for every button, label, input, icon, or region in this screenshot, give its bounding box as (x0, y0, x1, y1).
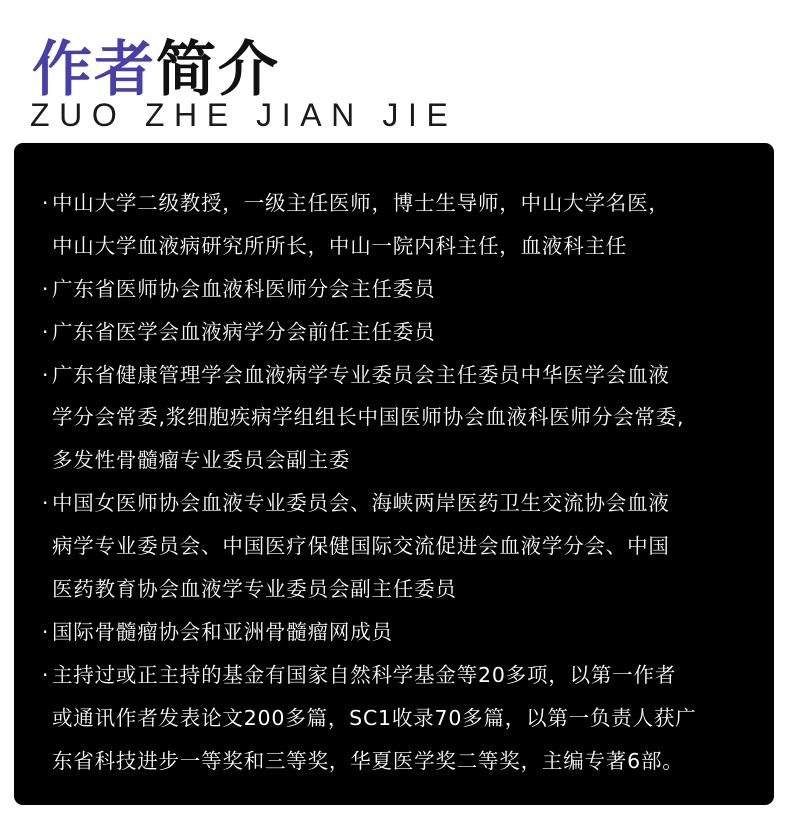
bio-list-item (42, 182, 756, 268)
bio-item-line: 国际骨髓瘤协会和亚洲骨髓瘤网成员 (52, 619, 393, 644)
bio-item-line: 病学专业委员会、中国医疗保健国际交流促进会血液学分会、中国 (52, 534, 670, 559)
bio-item-line: 广东省健康管理学会血液病学专业委员会主任委员中华医学会血液 (52, 362, 670, 387)
bullet-dot: · (42, 491, 49, 516)
bio-item-line: 广东省医师协会血液科医师分会主任委员 (52, 276, 436, 301)
bio-item-text (52, 482, 756, 611)
bio-item-line: 广东省医学会血液病学分会前任主任委员 (52, 319, 436, 344)
bio-panel (14, 143, 774, 805)
bullet-dot: · (42, 191, 49, 215)
bullet-dot: · (42, 662, 49, 687)
title-main-text: 简介 (156, 35, 280, 105)
bio-item-line: 学分会常委,浆细胞疾病学组组长中国医师协会血液科医师分会常委, (52, 405, 685, 430)
bullet-dot: · (42, 319, 49, 344)
bio-item-line: 或通讯作者发表论文200多篇，SC1收录70多篇，以第一负责人获广 (52, 705, 697, 730)
bio-item-text (52, 268, 756, 311)
bio-item-text (52, 611, 756, 654)
bullet-dot: · (42, 276, 49, 301)
bio-item-text (52, 311, 756, 354)
bio-item-line: 中山大学二级教授，一级主任医师，博士生导师，中山大学名医， (52, 191, 670, 215)
bio-list-item (42, 268, 756, 311)
bio-list-item (42, 354, 756, 483)
page-title (32, 18, 280, 105)
bio-item-text (52, 182, 756, 268)
bio-item-line: 医药教育协会血液学专业委员会副主任委员 (52, 577, 457, 602)
bio-list-item (42, 311, 756, 354)
bio-item-text (52, 354, 756, 483)
bio-item-line: 东省科技进步一等奖和三等奖，华夏医学奖二等奖，主编专著6部。 (52, 748, 684, 773)
bio-item-text (52, 654, 756, 783)
bio-list-item (42, 654, 756, 783)
bio-list-item (42, 611, 756, 654)
bullet-dot: · (42, 362, 49, 387)
bio-item-line: 中山大学血液病研究所所长，中山一院内科主任，血液科主任 (52, 233, 628, 258)
bullet-dot: · (42, 619, 49, 644)
bio-item-line: 主持过或正主持的基金有国家自然科学基金等20多项，以第一作者 (52, 662, 677, 687)
bio-list-item (42, 482, 756, 611)
bio-item-line: 中国女医师协会血液专业委员会、海峡两岸医药卫生交流协会血液 (52, 491, 670, 516)
bio-item-line: 多发性骨髓瘤专业委员会副主委 (52, 448, 351, 473)
title-pinyin-subtitle: ZUO ZHE JIAN JIE (30, 97, 458, 133)
title-accent-text: 作者 (32, 35, 156, 105)
